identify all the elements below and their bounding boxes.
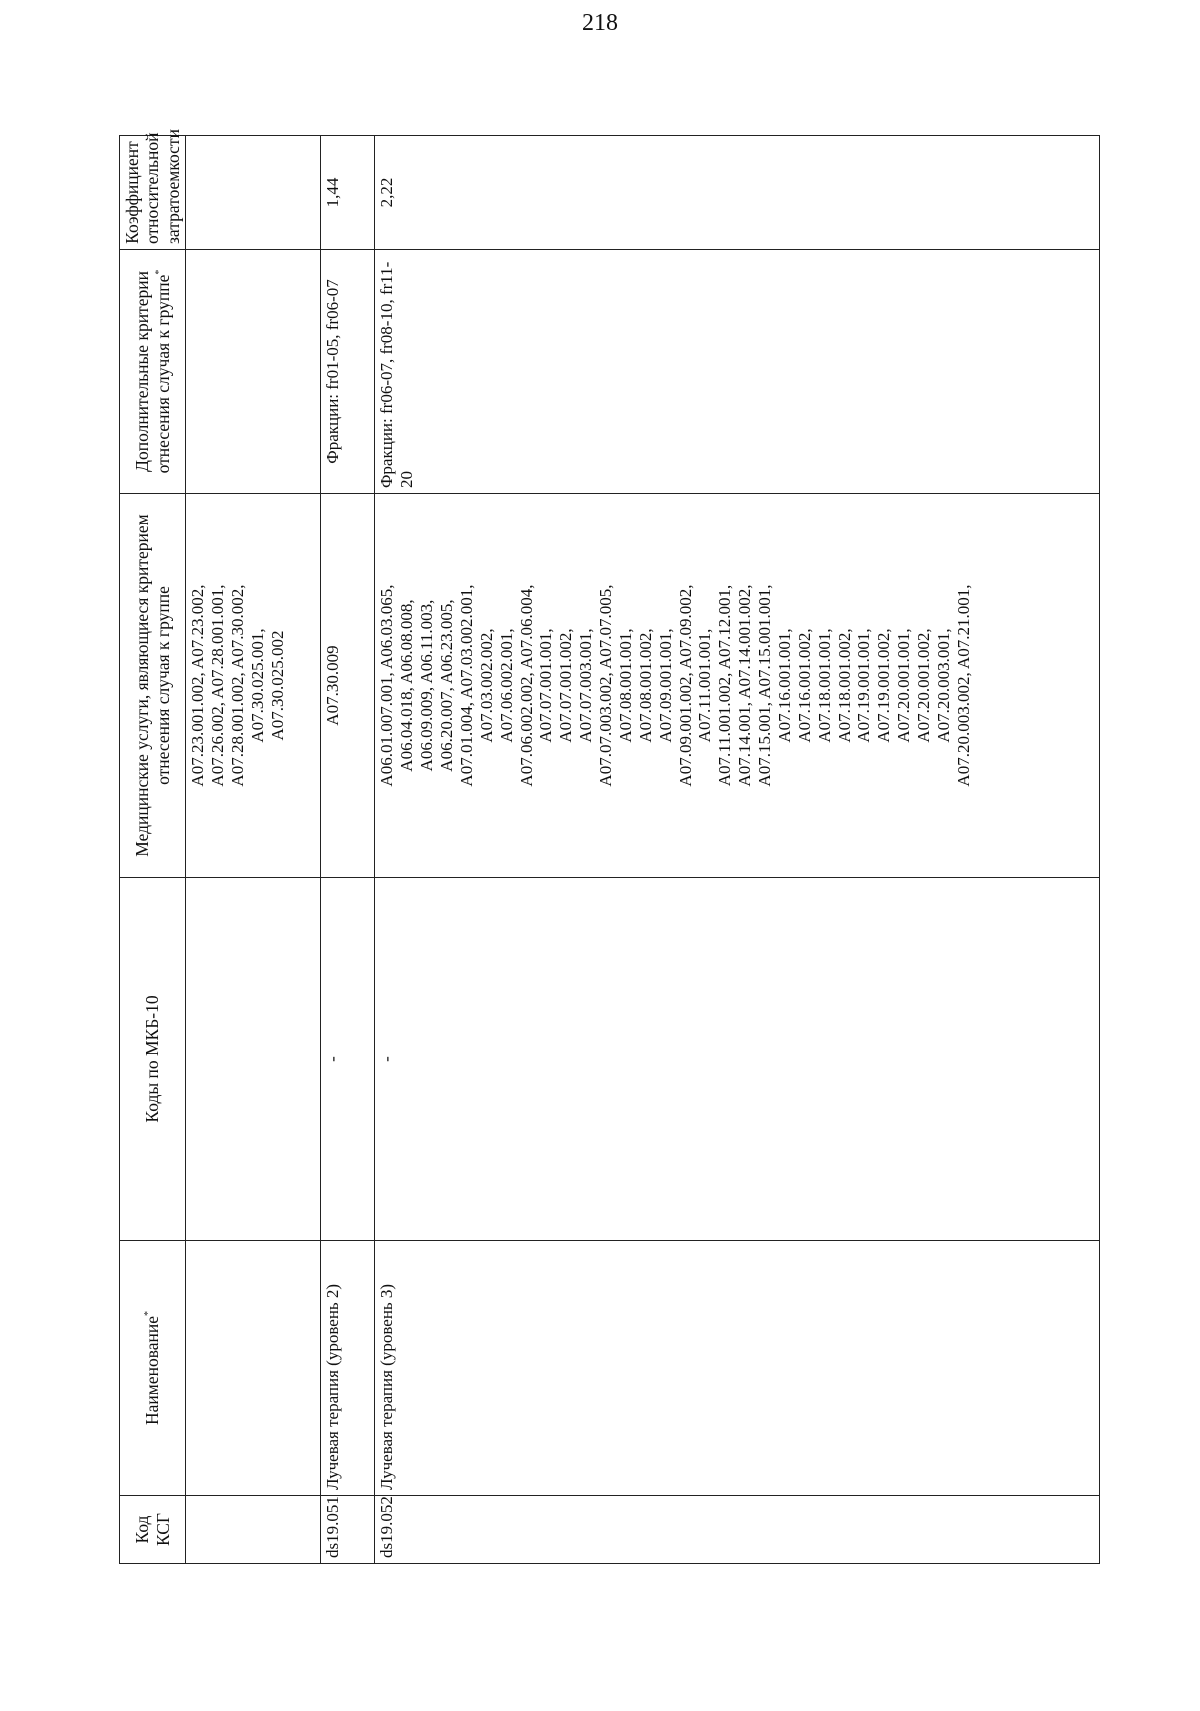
service-code: A07.06.002.001,	[496, 628, 516, 743]
header-code: Код КСГ	[120, 1496, 186, 1564]
cell-services	[321, 494, 375, 878]
service-code: A07.03.002.002,	[476, 628, 496, 743]
header-services: Медицинские услуги, являющиеся критерием отнесения случая к группе	[120, 494, 186, 878]
service-code: A07.20.003.002, A07.21.001,	[953, 584, 973, 787]
table-header-row	[120, 136, 186, 1564]
cell-criteria	[186, 250, 321, 494]
mkb-dash: -	[323, 1056, 343, 1062]
cell-name: Лучевая терапия (уровень 2)	[321, 1241, 375, 1496]
rotated-table-container	[119, 129, 1097, 1564]
cell-services	[375, 494, 1100, 878]
service-code: A07.28.001.002, A07.30.002,	[228, 584, 248, 787]
service-code: A07.16.001.002,	[794, 628, 814, 743]
cell-code: ds19.052	[375, 1496, 1100, 1564]
table-row	[375, 136, 1100, 1564]
service-code: A07.01.004, A07.03.002.001,	[456, 584, 476, 787]
cell-coef: 2,22	[375, 136, 1100, 250]
service-code: A06.01.007.001, A06.03.065,	[377, 584, 397, 787]
service-code: A07.07.001.001,	[536, 628, 556, 743]
cell-criteria: Фракции: fr06-07, fr08-10, fr11-20	[375, 250, 1100, 494]
mkb-dash: -	[377, 1056, 397, 1062]
cell-coef	[186, 136, 321, 250]
cell-mkb	[321, 878, 375, 1241]
service-code: A07.14.001, A07.14.001.002,	[735, 584, 755, 787]
service-code: A06.04.018, A06.08.008,	[397, 599, 417, 772]
service-code: A07.11.001.002, A07.12.001,	[715, 584, 735, 787]
service-code: A07.19.001.001,	[854, 628, 874, 743]
service-code: A06.20.007, A06.23.005,	[437, 599, 457, 772]
header-criteria: Дополнительные критерии отнесения случая к группе*	[120, 250, 186, 494]
cell-services	[186, 494, 321, 878]
service-code: A07.19.001.002,	[874, 628, 894, 743]
cell-coef: 1,44	[321, 136, 375, 250]
table-row	[321, 136, 375, 1564]
ksg-table	[119, 129, 1100, 1564]
service-code: A07.08.001.002,	[635, 628, 655, 743]
service-code: A07.30.025.002	[267, 630, 287, 741]
service-code: A07.07.001.002,	[556, 628, 576, 743]
header-name: Наименование*	[120, 1241, 186, 1496]
service-code: A07.09.001.001,	[655, 628, 675, 743]
service-code: A07.20.001.002,	[914, 628, 934, 743]
header-coef: Коэффициент относительной затратоемкости	[120, 136, 186, 250]
cell-code: ds19.051	[321, 1496, 375, 1564]
service-code: A07.23.001.002, A07.23.002,	[188, 584, 208, 787]
service-code: A07.09.001.002, A07.09.002,	[675, 584, 695, 787]
service-code: A07.08.001.001,	[615, 628, 635, 743]
service-code: A07.15.001, A07.15.001.001,	[755, 584, 775, 787]
page-number: 218	[582, 10, 618, 36]
cell-criteria: Фракции: fr01-05, fr06-07	[321, 250, 375, 494]
service-code: A07.26.002, A07.28.001.001,	[208, 584, 228, 787]
service-code: A07.30.025.001,	[248, 628, 268, 743]
service-code: A07.06.002.002, A07.06.004,	[516, 584, 536, 787]
service-code: A06.09.009, A06.11.003,	[417, 599, 437, 772]
service-code: A07.30.009	[323, 645, 343, 726]
service-code: A07.11.001.001,	[695, 628, 715, 743]
service-code: A07.07.003.001,	[576, 628, 596, 743]
service-code: A07.16.001.001,	[774, 628, 794, 743]
cell-name	[186, 1241, 321, 1496]
table-row-continuation	[186, 136, 321, 1564]
cell-mkb	[375, 878, 1100, 1241]
service-code: A07.20.001.001,	[894, 628, 914, 743]
header-mkb: Коды по МКБ-10	[120, 878, 186, 1241]
service-code: A07.18.001.002,	[834, 628, 854, 743]
cell-mkb	[186, 878, 321, 1241]
service-code: A07.20.003.001,	[933, 628, 953, 743]
cell-code	[186, 1496, 321, 1564]
service-code: A07.18.001.001,	[814, 628, 834, 743]
service-code: A07.07.003.002, A07.07.005,	[596, 584, 616, 787]
cell-name: Лучевая терапия (уровень 3)	[375, 1241, 1100, 1496]
